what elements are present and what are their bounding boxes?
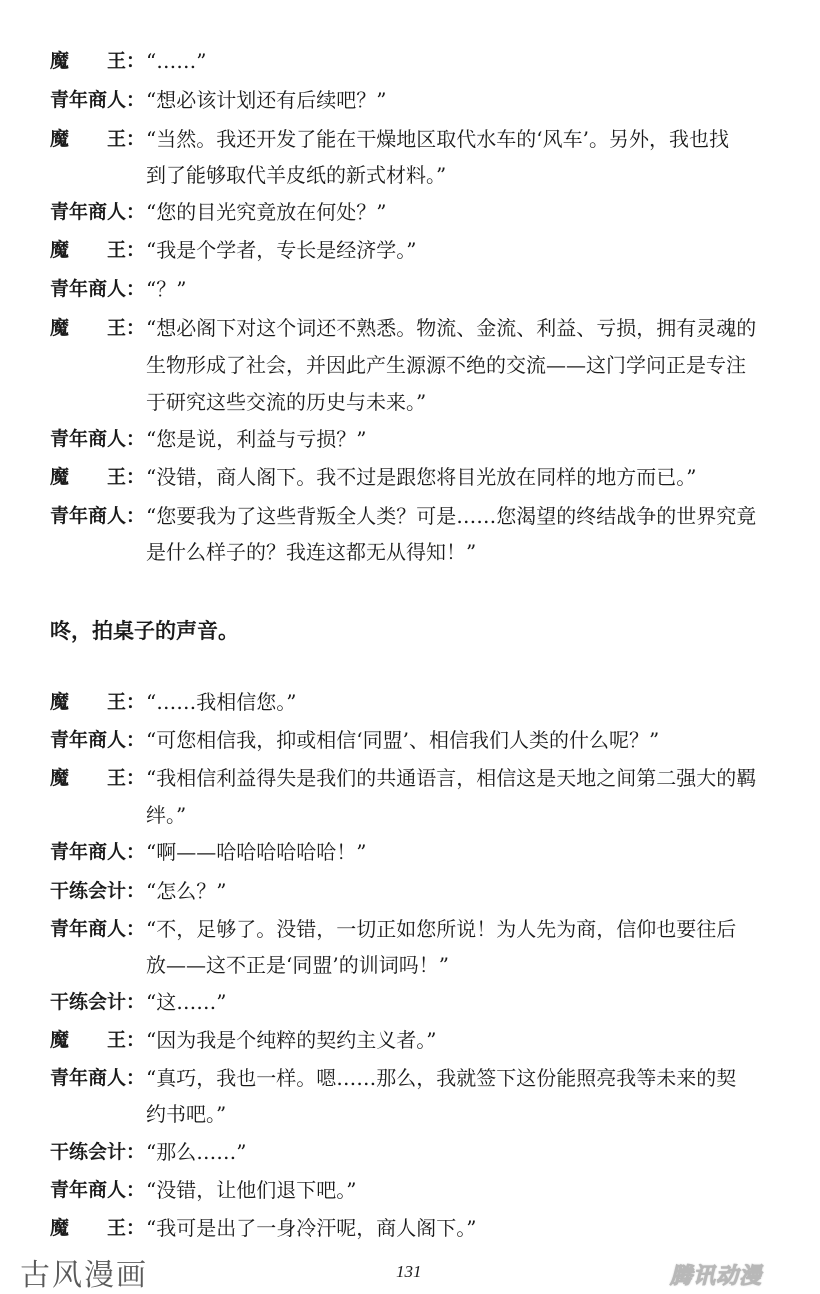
dialogue-continuation: 约书吧。” bbox=[146, 1102, 227, 1126]
speaker-label: 魔 王： bbox=[50, 239, 146, 261]
speaker-label: 魔 王： bbox=[50, 317, 146, 339]
speaker-label: 青年商人： bbox=[50, 278, 146, 300]
dialogue-text: “那么……” bbox=[146, 1140, 247, 1164]
dialogue-continuation: 于研究这些交流的历史与未来。” bbox=[146, 390, 427, 414]
dialogue-text: “没错，让他们退下吧。” bbox=[146, 1178, 357, 1202]
speaker-label: 青年商人： bbox=[50, 729, 146, 751]
dialogue-text: “想必阁下对这个词还不熟悉。物流、金流、利益、亏损，拥有灵魂的 bbox=[146, 316, 757, 340]
speaker-label: 魔 王： bbox=[50, 466, 146, 488]
dialogue-text: “怎么？” bbox=[146, 879, 227, 903]
speaker-label: 魔 王： bbox=[50, 1217, 146, 1239]
speaker-label: 干练会计： bbox=[50, 880, 146, 902]
speaker-label: 青年商人： bbox=[50, 428, 146, 450]
dialogue-text: “我可是出了一身冷汗呢，商人阁下。” bbox=[146, 1216, 477, 1240]
dialogue-text: “您是说，利益与亏损？” bbox=[146, 427, 367, 451]
dialogue-text: “真巧，我也一样。嗯……那么，我就签下这份能照亮我等未来的契 bbox=[146, 1066, 737, 1090]
watermark-left: 古风漫画 bbox=[20, 1258, 148, 1293]
dialogue-text: “这……” bbox=[146, 990, 227, 1014]
dialogue-continuation: 是什么样子的？我连这都无从得知！” bbox=[146, 540, 477, 564]
dialogue-text: “因为我是个纯粹的契约主义者。” bbox=[146, 1028, 437, 1052]
speaker-label: 青年商人： bbox=[50, 505, 146, 527]
dialogue-text: “想必该计划还有后续吧？” bbox=[146, 88, 387, 112]
dialogue-text: “您要我为了这些背叛全人类？可是……您渴望的终结战争的世界究竟 bbox=[146, 504, 757, 528]
dialogue-continuation: 到了能够取代羊皮纸的新式材料。” bbox=[146, 163, 447, 187]
speaker-label: 干练会计： bbox=[50, 1141, 146, 1163]
speaker-label: 青年商人： bbox=[50, 1067, 146, 1089]
page-number: 131 bbox=[396, 1262, 422, 1281]
dialogue-text: “啊——哈哈哈哈哈哈！” bbox=[146, 840, 367, 864]
speaker-label: 青年商人： bbox=[50, 841, 146, 863]
dialogue-text: “……我相信您。” bbox=[146, 690, 297, 714]
dialogue-continuation: 放——这不正是‘同盟’的训词吗！” bbox=[146, 953, 449, 977]
speaker-label: 魔 王： bbox=[50, 128, 146, 150]
narration-text: 咚，拍桌子的声音。 bbox=[50, 619, 239, 643]
dialogue-text: “我是个学者，专长是经济学。” bbox=[146, 238, 417, 262]
dialogue-text: “您的目光究竟放在何处？” bbox=[146, 200, 387, 224]
dialogue-text: “？” bbox=[146, 277, 187, 301]
speaker-label: 干练会计： bbox=[50, 991, 146, 1013]
dialogue-text: “可您相信我，抑或相信‘同盟’、相信我们人类的什么呢？” bbox=[146, 728, 660, 752]
speaker-label: 青年商人： bbox=[50, 1179, 146, 1201]
speaker-label: 魔 王： bbox=[50, 1029, 146, 1051]
speaker-label: 魔 王： bbox=[50, 50, 146, 72]
speaker-label: 魔 王： bbox=[50, 767, 146, 789]
dialogue-text: “……” bbox=[146, 49, 207, 73]
dialogue-text: “我相信利益得失是我们的共通语言，相信这是天地之间第二强大的羁 bbox=[146, 766, 757, 790]
speaker-label: 青年商人： bbox=[50, 918, 146, 940]
watermark-right: 腾讯动漫 bbox=[670, 1264, 763, 1289]
dialogue-continuation: 生物形成了社会，并因此产生源源不绝的交流——这门学问正是专注 bbox=[146, 353, 746, 377]
dialogue-text: “没错，商人阁下。我不过是跟您将目光放在同样的地方而已。” bbox=[146, 465, 697, 489]
dialogue-continuation: 绊。” bbox=[146, 803, 187, 827]
speaker-label: 青年商人： bbox=[50, 89, 146, 111]
dialogue-text: “不，足够了。没错，一切正如您所说！为人先为商，信仰也要往后 bbox=[146, 917, 737, 941]
speaker-label: 青年商人： bbox=[50, 201, 146, 223]
speaker-label: 魔 王： bbox=[50, 691, 146, 713]
dialogue-text: “当然。我还开发了能在干燥地区取代水车的‘风车’。另外，我也找 bbox=[146, 127, 729, 151]
